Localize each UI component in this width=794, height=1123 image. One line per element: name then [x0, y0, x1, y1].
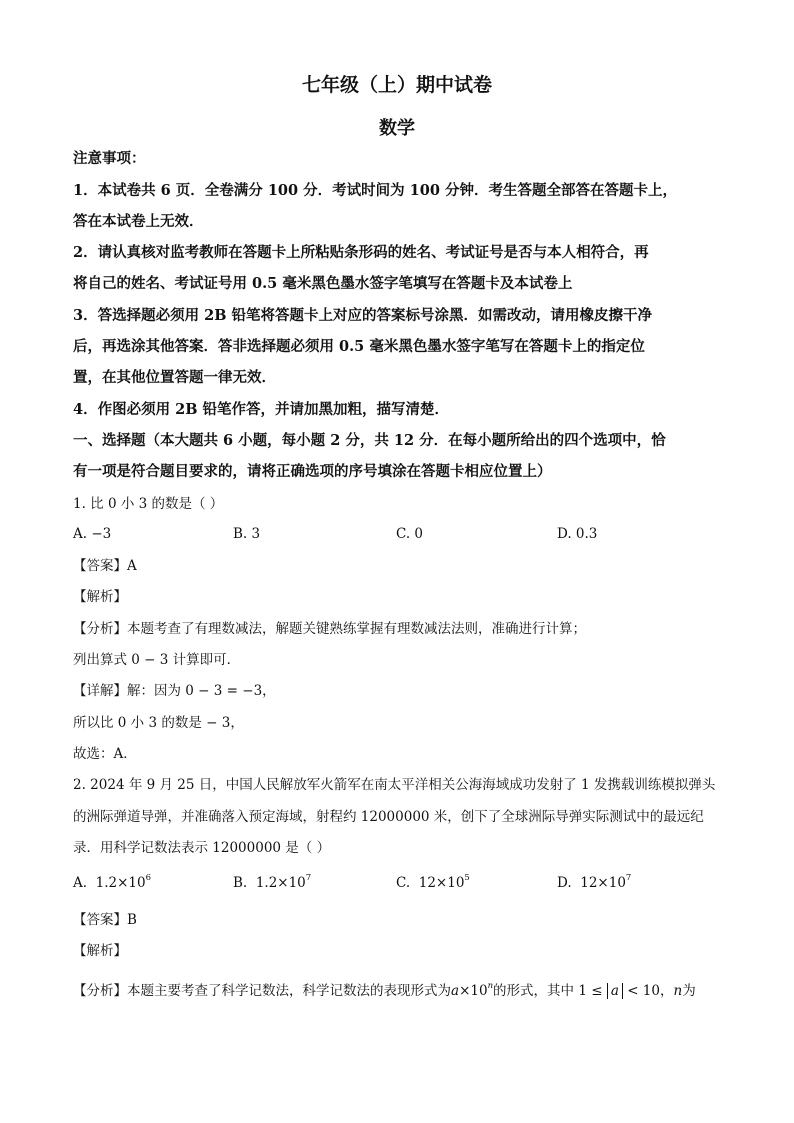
q2-option-b — [233, 873, 311, 891]
inequality-right: < 10 — [627, 983, 660, 999]
question-2-stem-line-3: 录．用科学记数法表示 12000000 是（ ） — [73, 840, 331, 856]
q1-conclusion: 所以比 0 小 3 的数是 − 3， — [73, 715, 244, 731]
q1-solution-label: 【解析】 — [73, 589, 127, 605]
q2-analysis-middle: 的形式，其中 — [493, 983, 575, 999]
q2-option-b-label: B. — [233, 875, 248, 891]
section-1-heading-line-2: 有一项是符合题目要求的，请将正确选项的序号填涂在答题卡相应位置上） — [73, 463, 552, 480]
note-3-line-3: 置，在其他位置答题一律无效． — [73, 369, 276, 386]
q1-analysis-line-1: 【分析】本题考查了有理数减法，解题关键熟练掌握有理数减法法则，准确进行计算； — [73, 621, 586, 637]
q1-option-c: C. 0 — [396, 526, 424, 542]
q1-answer: 【答案】A — [73, 558, 137, 574]
notes-heading: 注意事项： — [73, 150, 146, 167]
q2-analysis-prefix: 【分析】本题主要考查了科学记数法，科学记数法的表现形式为 — [73, 983, 451, 999]
q1-option-d: D. 0.3 — [557, 526, 598, 542]
formula-times-ten: ×10 — [459, 983, 488, 999]
q2-option-b-base: 1.2×10 — [255, 875, 306, 891]
q1-detail: 【详解】解：因为 0 − 3 = −3， — [73, 683, 276, 699]
q1-option-b: B. 3 — [233, 526, 261, 542]
q2-option-c-label: C. — [396, 875, 411, 891]
q2-option-a — [73, 873, 151, 891]
q2-analysis-comma: ， — [659, 983, 674, 999]
inequality-left: 1 ≤ — [578, 983, 603, 999]
q2-option-a-base: 1.2×10 — [95, 875, 146, 891]
q2-answer: 【答案】B — [73, 912, 137, 928]
note-1-line-2: 答在本试卷上无效． — [73, 213, 204, 230]
q2-option-a-label: A. — [73, 875, 88, 891]
question-1-stem: 1. 比 0 小 3 的数是（ ） — [73, 496, 224, 512]
q2-solution-label: 【解析】 — [73, 943, 127, 959]
exam-title: 七年级（上）期中试卷 — [301, 74, 492, 96]
note-2-line-1: 2．请认真核对监考教师在答题卡上所粘贴条形码的姓名、考试证号是否与本人相符合，再 — [73, 244, 649, 261]
note-3-line-1: 3．答选择题必须用 2B 铅笔将答题卡上对应的答案标号涂黑．如需改动，请用橡皮擦干净 — [73, 307, 653, 324]
q1-option-a: A. −3 — [73, 526, 112, 542]
q2-option-d-base: 12×10 — [580, 875, 626, 891]
q2-option-c-exponent: 5 — [464, 873, 470, 883]
q2-option-c-base: 12×10 — [418, 875, 465, 891]
subject-title: 数学 — [379, 118, 415, 139]
q2-option-d-exponent: 7 — [625, 873, 632, 883]
section-1-heading-line-1: 一、选择题（本大题共 6 小题，每小题 2 分，共 12 分．在每小题所给出的四个选项中，恰 — [73, 432, 666, 449]
note-3-line-2: 后，再选涂其他答案．答非选择题必须用 0.5 毫米黑色墨水签字笔写在答题卡上的指定位 — [73, 338, 645, 355]
q2-option-c — [396, 873, 470, 891]
q2-option-d — [557, 873, 631, 891]
q1-analysis-line-2: 列出算式 0 − 3 计算即可． — [73, 652, 241, 668]
q1-choice: 故选：A． — [73, 746, 137, 762]
formula-exponent-n: n — [487, 981, 494, 991]
question-2-stem-line-1: 2. 2024 年 9 月 25 日，中国人民解放军火箭军在南太平洋相关公海海域成功发射了 1 发携载训练模拟弹头 — [73, 777, 716, 793]
note-1-line-1: 1．本试卷共 6 页．全卷满分 100 分．考试时间为 100 分钟．考生答题全部答在答题卡上， — [73, 182, 677, 199]
q2-analysis — [73, 976, 733, 1001]
q2-analysis-tail: 为 — [682, 983, 696, 999]
formula-a: a — [451, 983, 460, 999]
variable-n: n — [673, 983, 683, 999]
note-2-line-2: 将自己的姓名、考试证号用 0.5 毫米黑色墨水签字笔填写在答题卡及本试卷上 — [73, 275, 573, 292]
note-4: 4．作图必须用 2B 铅笔作答，并请加黑加粗，描写清楚． — [73, 401, 450, 418]
question-2-stem-line-2: 的洲际弹道导弹，并准确落入预定海域，射程约 12000000 米，创下了全球洲际导弹实际测试中的最远纪 — [73, 809, 704, 825]
q2-option-b-exponent: 7 — [305, 873, 312, 883]
q2-option-a-exponent: 6 — [145, 873, 152, 883]
absolute-value-a: a — [607, 983, 623, 999]
q2-option-d-label: D. — [557, 875, 572, 891]
